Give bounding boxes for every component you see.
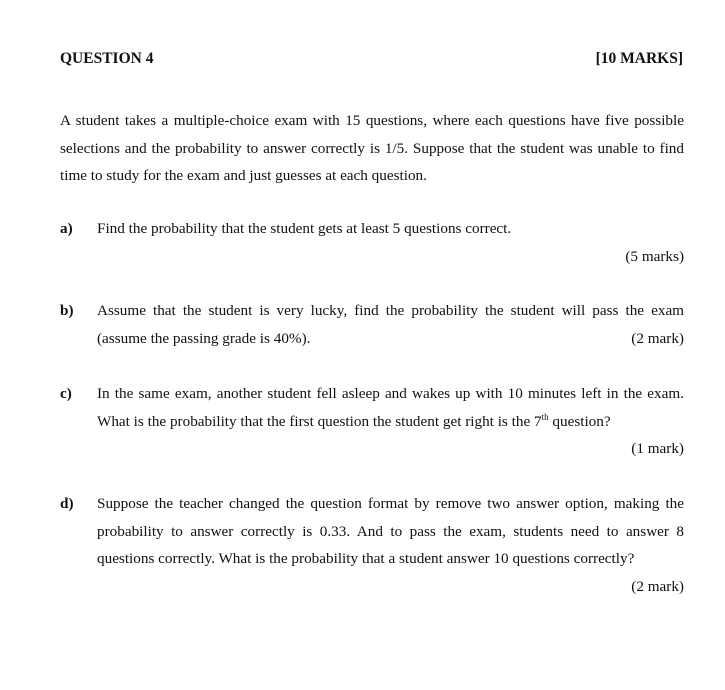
- sub-question-text-line: [97, 325, 684, 353]
- total-marks: [10 MARKS]: [595, 50, 683, 67]
- sub-question-body: [97, 490, 684, 600]
- sub-question-text-fragment: question?: [548, 412, 611, 430]
- sub-question-text-line: probability to answer correctly is 0.33. And to pass the exam, students need to answer 8: [97, 522, 684, 540]
- sub-question-marks: (2 mark): [631, 329, 684, 347]
- sub-question-text-line: In the same exam, another student fell asleep and wakes up with 10 minutes left in the exam.: [97, 385, 684, 402]
- sub-question-letter: a): [60, 220, 73, 237]
- sub-question-text-line: questions correctly. What is the probability that a student answer 10 questions correctly?: [97, 550, 635, 568]
- sub-question-marks: (1 mark): [631, 440, 684, 458]
- sub-question-text-fragment: (assume the passing grade is 40%).: [97, 329, 311, 347]
- sub-question-text-line: Suppose the teacher changed the question format by remove two answer option, making the: [97, 495, 684, 512]
- ordinal-superscript: th: [541, 411, 549, 422]
- sub-question-body: [97, 297, 684, 352]
- sub-question-body: [97, 380, 684, 463]
- sub-question-body: [97, 215, 684, 270]
- sub-question-text-line: Assume that the student is very lucky, find the probability the student will pass the exam: [97, 302, 684, 319]
- sub-question-text-fragment: What is the probability that the first question the student get right is the 7: [97, 412, 542, 430]
- question-intro: A student takes a multiple-choice exam with 15 questions, where each questions have five possible selections and the probability to answer correctly is 1/5. Suppose that the student was unable to find time to study for the exam and just guesses at each question.: [60, 112, 684, 185]
- sub-question-marks: (2 mark): [631, 577, 684, 595]
- sub-question-marks: (5 marks): [625, 247, 684, 265]
- sub-question-letter: b): [60, 302, 74, 319]
- sub-question-letter: c): [60, 385, 72, 402]
- sub-question-text: Find the probability that the student gets at least 5 questions correct.: [97, 220, 512, 237]
- question-header: [60, 50, 683, 68]
- question-title: QUESTION 4: [60, 50, 154, 67]
- sub-question-letter: d): [60, 495, 74, 512]
- sub-question-text-line: [97, 408, 684, 436]
